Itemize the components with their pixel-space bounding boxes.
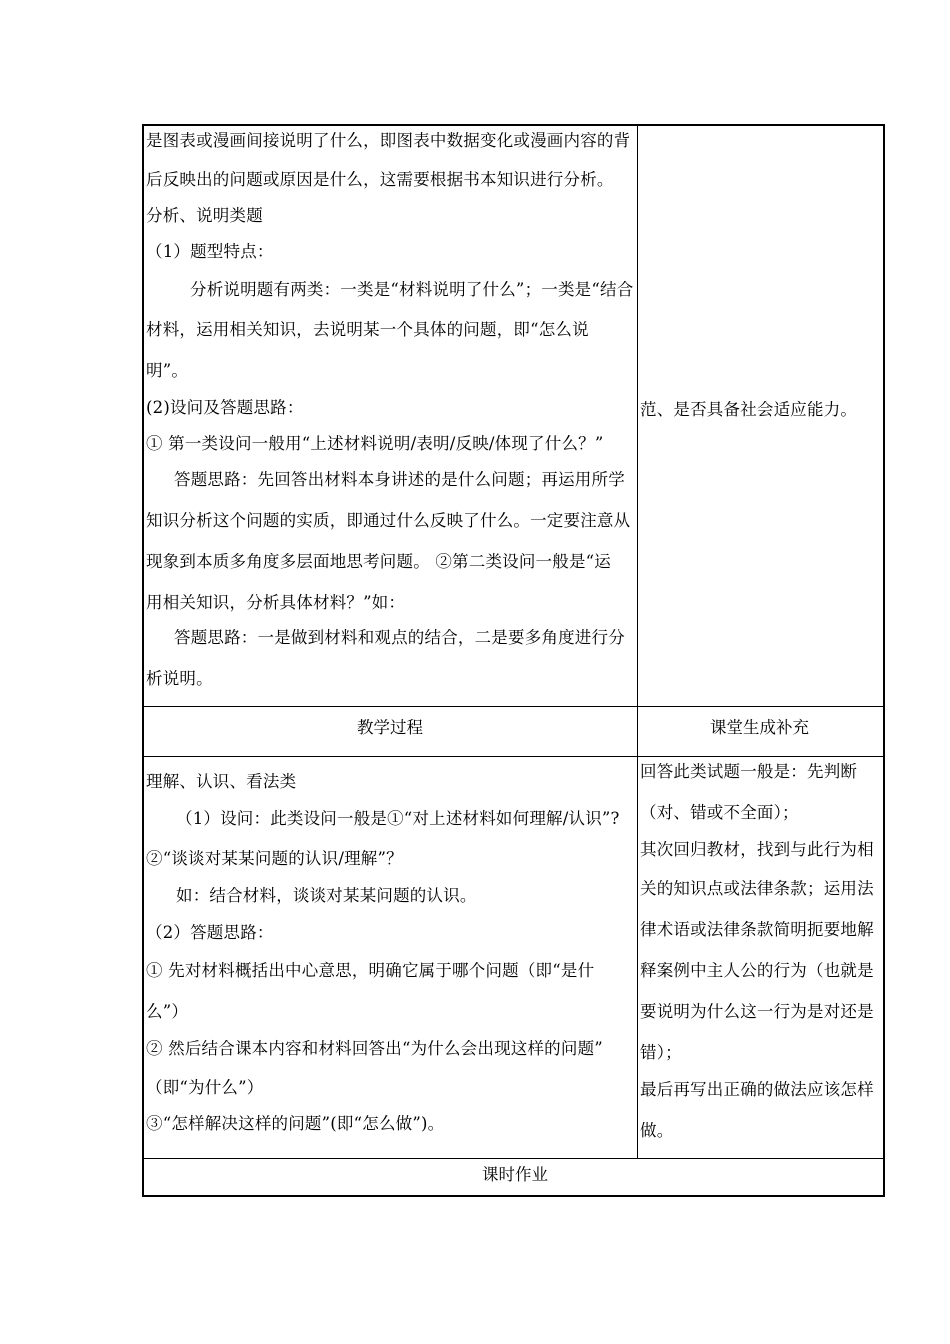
text-line: 关的知识点或法律条款；运用法 (640, 879, 874, 898)
text-line: （对、错或不全面）； (640, 803, 799, 822)
text-line: 回答此类试题一般是：先判断 (640, 762, 858, 781)
text-line: 如：结合材料，谈谈对某某问题的认识。 (176, 886, 477, 905)
text-line: 律术语或法律条款简明扼要地解 (640, 920, 874, 939)
text-line: （1）题型特点： (146, 242, 274, 261)
text-line: 范、是否具备社会适应能力。 (640, 400, 858, 419)
teaching-process-header: 教学过程 (357, 718, 423, 737)
text-line: ① 第一类设问一般用“上述材料说明/表明/反映/体现了什么？” (146, 434, 604, 453)
text-line: 知识分析这个问题的实质，即通过什么反映了什么。一定要注意从 (146, 511, 631, 530)
lower-left-cell (146, 757, 634, 1158)
text-line: 现象到本质多角度多层面地思考问题。 ②第二类设问一般是“运 (146, 552, 611, 571)
homework-header: 课时作业 (482, 1165, 548, 1184)
text-line: ① 先对材料概括出中心意思，明确它属于哪个问题（即“是什 (146, 961, 595, 980)
row-divider (144, 1158, 883, 1159)
text-line: 用相关知识，分析具体材料？”如： (146, 593, 406, 612)
text-line: 做。 (640, 1121, 674, 1140)
text-line: 错）； (640, 1043, 682, 1062)
text-line: （1）设问：此类设问一般是①“对上述材料如何理解/认识”? (176, 809, 620, 828)
row-divider (144, 706, 883, 707)
text-line: （2）答题思路： (146, 923, 274, 942)
text-line: 明”。 (146, 361, 189, 380)
text-line: 分析说明题有两类：一类是“材料说明了什么”；一类是“结合 (190, 280, 634, 299)
class-supplement-header: 课堂生成补充 (710, 718, 809, 737)
text-line: 分析、说明类题 (146, 206, 263, 225)
text-line: 后反映出的问题或原因是什么，这需要根据书本知识进行分析。 (146, 170, 614, 189)
text-line: 理解、认识、看法类 (146, 772, 297, 791)
upper-right-cell (640, 126, 883, 706)
text-line: 析说明。 (146, 669, 213, 688)
text-line: ②“谈谈对某某问题的认识/理解”？ (146, 849, 403, 868)
text-line: 释案例中主人公的行为（也就是 (640, 961, 874, 980)
upper-left-cell (146, 126, 634, 706)
text-line: 是图表或漫画间接说明了什么，即图表中数据变化或漫画内容的背 (146, 131, 631, 150)
text-line: (2)设问及答题思路： (146, 398, 304, 417)
text-line: 最后再写出正确的做法应该怎样 (640, 1080, 874, 1099)
text-line: 其次回归教材，找到与此行为相 (640, 840, 874, 859)
text-line: 么”） (146, 1002, 189, 1021)
text-line: 答题思路：一是做到材料和观点的结合，二是要多角度进行分 (174, 628, 625, 647)
text-line: 答题思路：先回答出材料本身讲述的是什么问题；再运用所学 (174, 470, 625, 489)
text-line: ③“怎样解决这样的问题”(即“怎么做”)。 (146, 1114, 445, 1133)
text-line: （即“为什么”） (146, 1078, 264, 1097)
text-line: 材料，运用相关知识，去说明某一个具体的问题，即“怎么说 (146, 320, 589, 339)
lower-right-cell (640, 757, 883, 1158)
text-line: 要说明为什么这一行为是对还是 (640, 1002, 874, 1021)
lesson-table (142, 124, 885, 1197)
column-divider (637, 126, 638, 1158)
text-line: ② 然后结合课本内容和材料回答出“为什么会出现这样的问题” (146, 1039, 603, 1058)
